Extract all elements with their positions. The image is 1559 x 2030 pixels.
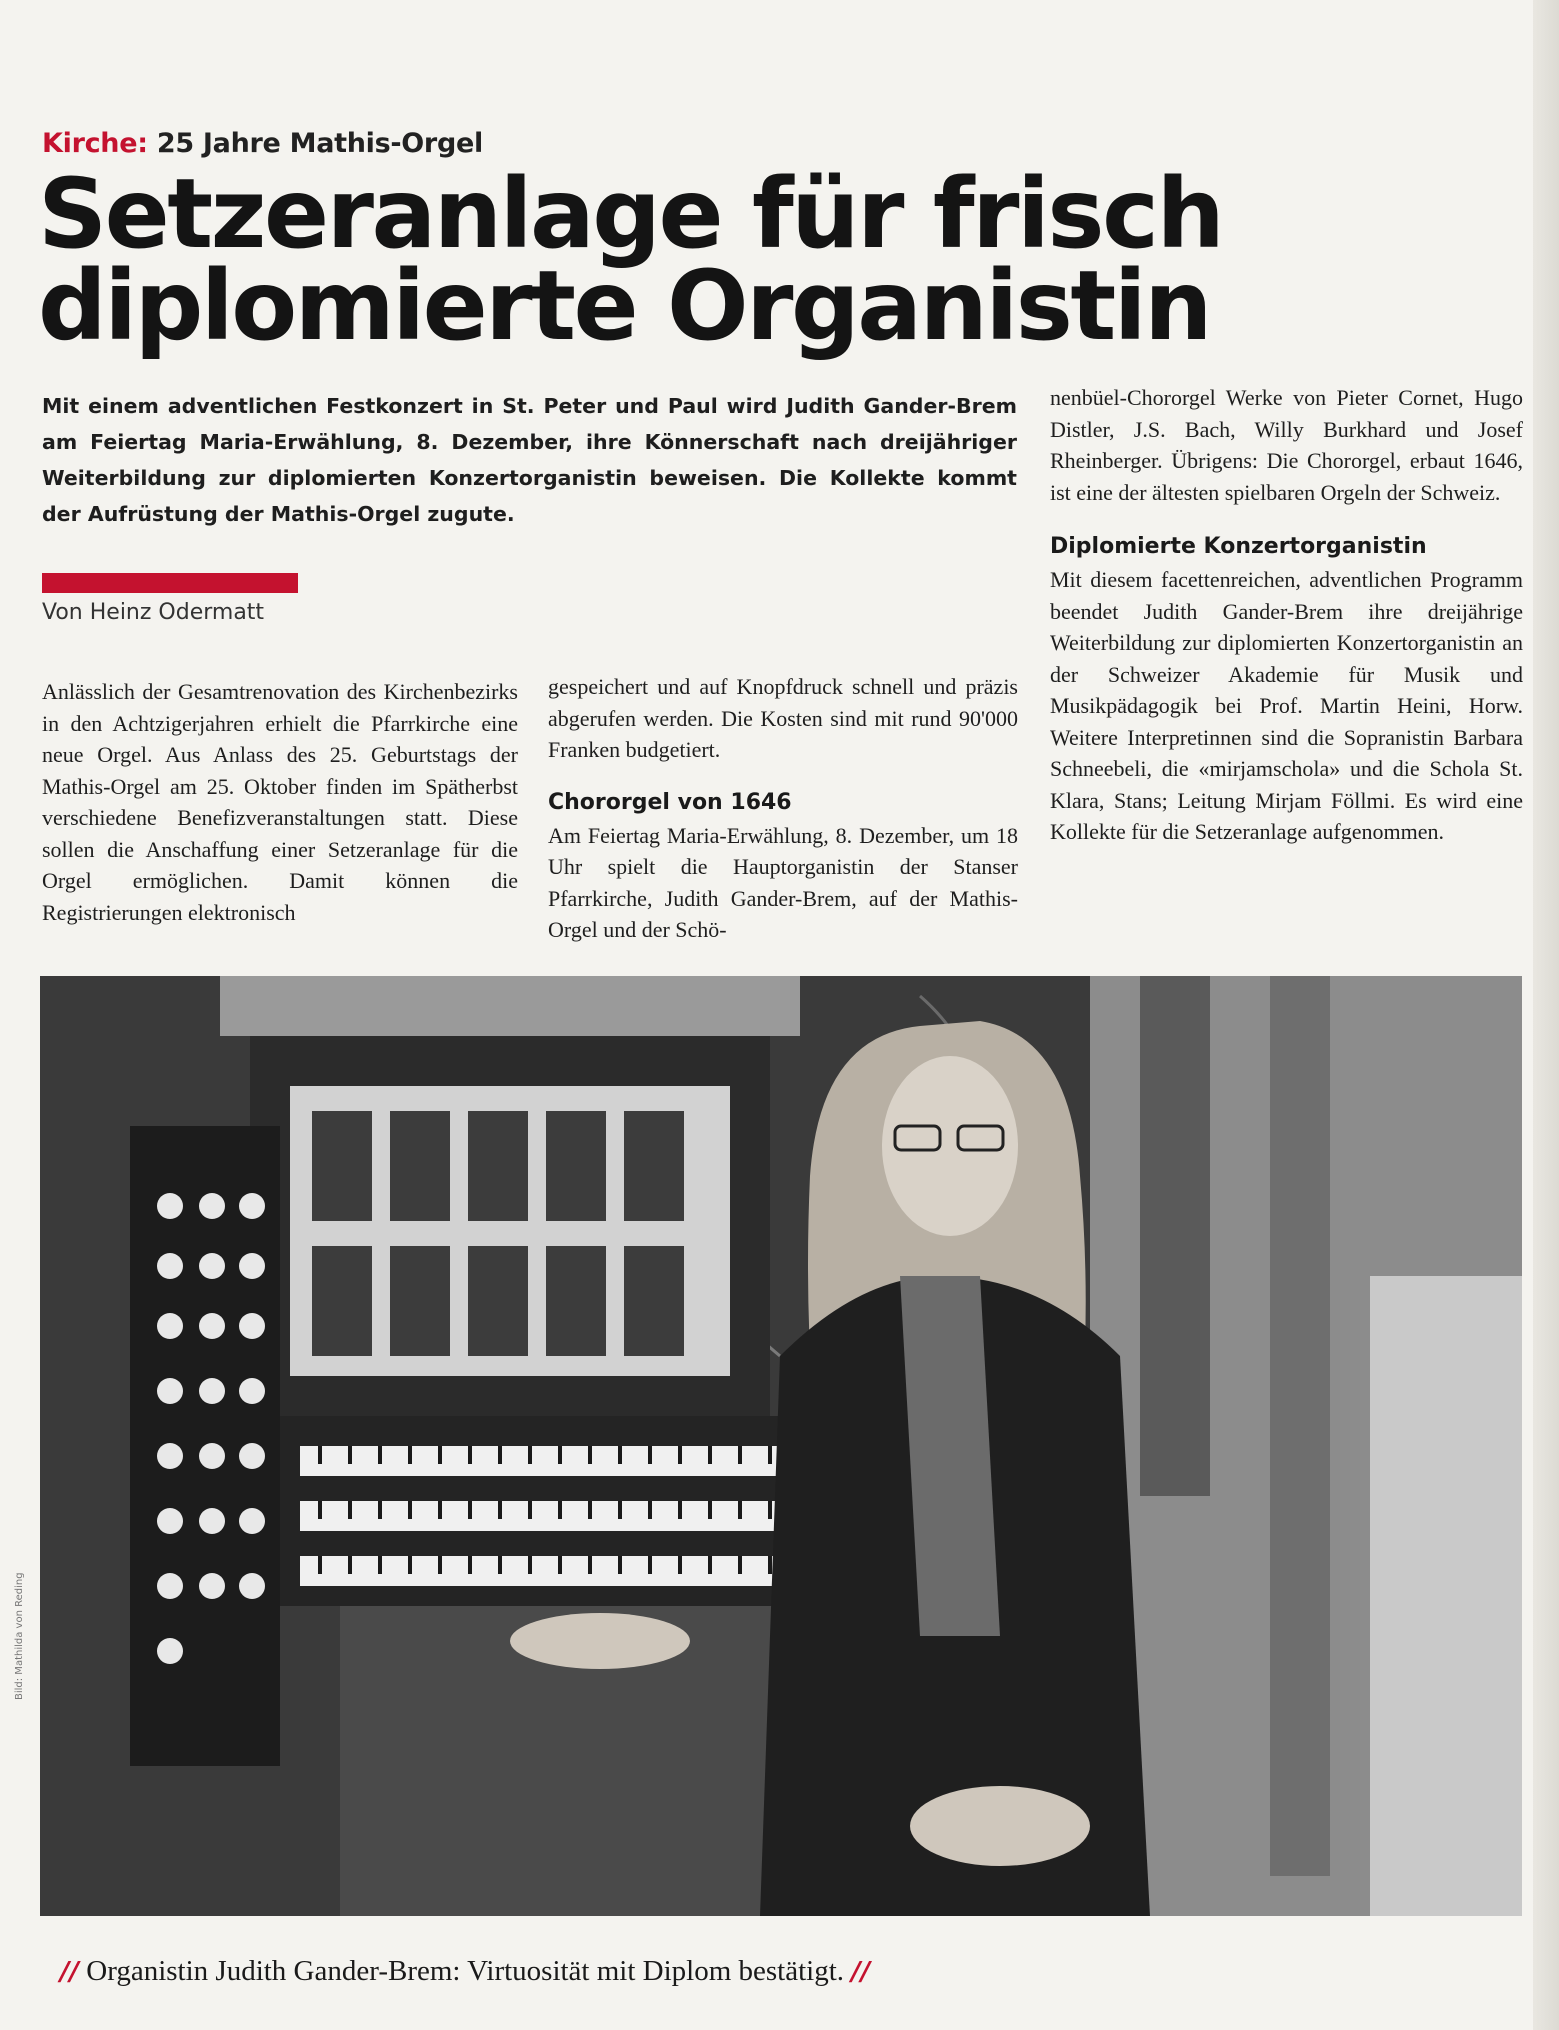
kicker (42, 128, 483, 159)
caption-quote-close: // (851, 1957, 871, 1987)
headline-line-2: diplomierte Organistin (38, 250, 1210, 362)
body-paragraph: Anlässlich der Gesamtrenovation des Kirchenbezirks in den Achtzigerjahren erhielt die Pfarrkirche eine neue Orgel. Aus Anlass des 25. Geburtstags der Mathis-Orgel am 25. Oktober finden im Spätherbst verschiedene Benefizveranstaltungen statt. Diese sollen die Anschaffung einer Setzeranlage für die Orgel ermöglichen. Damit können die Registrierungen elektronisch (42, 679, 518, 925)
subheading-chororgel: Chororgel von 1646 (548, 789, 792, 815)
column-3 (1050, 382, 1523, 848)
column-2 (548, 671, 1018, 946)
lead-paragraph: Mit einem adventlichen Festkonzert in St. Peter und Paul wird Judith Gander-Brem am Feiertag Maria-Erwählung, 8. Dezember, ihre Könnerschaft nach dreijähriger Weiterbildung zur diplomierten Konzertorganistin beweisen. Die Kollekte kommt der Aufrüstung der Mathis-Orgel zugute. (42, 394, 1017, 526)
caption-quote-open: // (60, 1957, 79, 1987)
author-accent-bar (42, 573, 298, 593)
photo-caption (60, 1955, 870, 1988)
kicker-text: 25 Jahre Mathis-Orgel (156, 128, 483, 159)
author-byline: Von Heinz Odermatt (42, 600, 265, 625)
body-paragraph: nenbüel-Chororgel Werke von Pieter Cornet, Hugo Distler, J.S. Bach, Willy Burkhard und Josef Rheinberger. Übrigens: Die Chororgel, erbaut 1646, ist eine der ältesten spielbaren Orgeln der Schweiz. (1050, 385, 1523, 505)
organist-photo (40, 976, 1522, 1916)
caption-text: Organistin Judith Gander-Brem: Virtuosität mit Diplom bestätigt. (86, 1955, 845, 1987)
photo-illustration (40, 976, 1522, 1916)
headline-line-1: Setzeranlage für frisch (38, 158, 1223, 270)
subheading-konzertorganistin: Diplomierte Konzertorganistin (1050, 534, 1427, 559)
body-paragraph: gespeichert und auf Knopfdruck schnell und präzis abgerufen werden. Die Kosten sind mit rund 90'000 Franken budgetiert. (548, 674, 1018, 762)
body-paragraph: Am Feiertag Maria-Erwählung, 8. Dezember, um 18 Uhr spielt die Hauptorganistin der Stanser Pfarrkirche, Judith Gander-Brem, auf der Mathis-Orgel und der Schö- (548, 822, 1018, 942)
body-paragraph: Mit diesem facettenreichen, adventlichen Programm beendet Judith Gander-Brem ihre dreijährige Weiterbildung zur diplomierten Konzertorganistin an der Schweizer Akademie für Musik und Musikpädagogik bei Prof. Martin Heini, Horw. Weitere Interpretinnen sind die Sopranistin Barbara Schneebeli, die «mirjamschola» und die Schola St. Klara, Stans; Leitung Mirjam Föllmi. Es wird eine Kollekte für die Setzeranlage aufgenommen. (1050, 567, 1523, 844)
category-label: Kirche: (42, 128, 148, 159)
column-1 (42, 676, 518, 928)
photo-credit: Bild: Mathilda von Reding (14, 1572, 25, 1700)
headline (38, 158, 1538, 362)
